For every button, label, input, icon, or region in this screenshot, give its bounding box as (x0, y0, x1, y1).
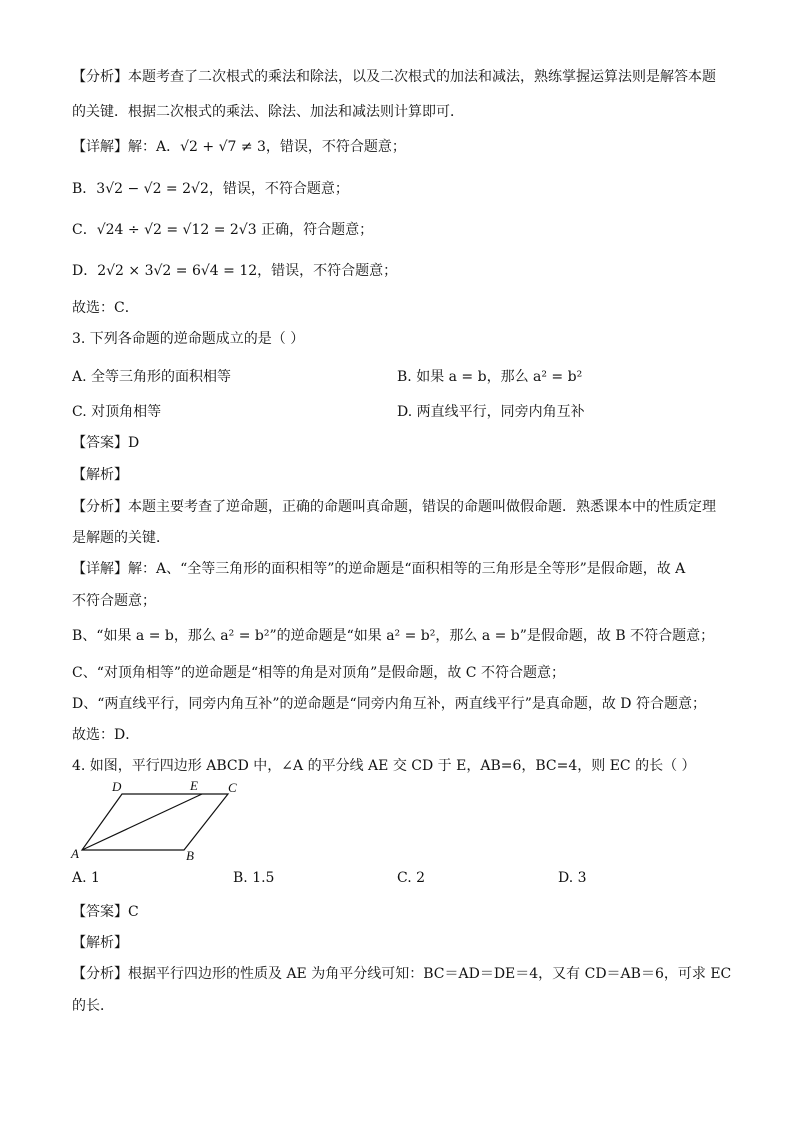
q2-detail-c: C．√24 ÷ √2 = √12 = 2√3 正确，符合题意； (72, 222, 374, 238)
q3-detail-a-line2: 不符合题意； (72, 593, 156, 609)
q3-detail-b: B、“如果 a = b，那么 a² = b²”的逆命题是“如果 a² = b²，那么 a = b”是假命题，故 B 不符合题意； (72, 628, 715, 644)
q3-option-c: C. 对顶角相等 (72, 404, 162, 420)
q4-analysis-line2: 的长． (72, 998, 114, 1014)
q4-option-c: C. 2 (397, 870, 426, 886)
q2-analysis-line2: 的关键．根据二次根式的乘法、除法、加法和减法则计算即可． (72, 104, 464, 120)
label-e: E (190, 778, 198, 793)
q4-explanation-heading: 【解析】 (72, 935, 128, 951)
q3-option-a: A. 全等三角形的面积相等 (72, 369, 232, 385)
q3-explanation-heading: 【解析】 (72, 467, 128, 483)
q2-analysis-line1: 【分析】本题考查了二次根式的乘法和除法，以及二次根式的加法和减法，熟练掌握运算法则是解答本题 (72, 69, 716, 85)
q2-detail-b: B．3√2 − √2 = 2√2，错误，不符合题意； (72, 181, 349, 197)
q3-detail-d: D、“两直线平行，同旁内角互补”的逆命题是“同旁内角互补，两直线平行”是真命题，故 D 符合题意； (72, 696, 706, 712)
label-d: D (112, 779, 122, 794)
q3-analysis-line2: 是解题的关键． (72, 530, 170, 546)
label-a: A (71, 846, 79, 861)
q3-detail-a-line1: 【详解】解：A、“全等三角形的面积相等”的逆命题是“面积相等的三角形是全等形”是假命题，故 A (72, 561, 686, 577)
q2-detail-d: D．2√2 × 3√2 = 6√4 = 12，错误，不符合题意； (72, 263, 398, 279)
q3-option-b: B. 如果 a = b，那么 a² = b² (397, 369, 583, 385)
q4-option-b: B. 1.5 (233, 870, 275, 886)
q3-option-d: D. 两直线平行，同旁内角互补 (397, 404, 585, 420)
q2-detail-a: 【详解】解：A．√2 + √7 ≠ 3，错误，不符合题意； (72, 139, 406, 155)
q4-answer: 【答案】C (72, 904, 139, 920)
q2-choice: 故选：C． (72, 300, 139, 316)
q4-analysis-line1: 【分析】根据平行四边形的性质及 AE 为角平分线可知：BC＝AD＝DE＝4，又有 CD＝AB＝6，可求 EC (72, 966, 732, 982)
q3-choice: 故选：D． (72, 727, 140, 743)
q3-analysis-line1: 【分析】本题主要考查了逆命题，正确的命题叫真命题，错误的命题叫做假命题．熟悉课本中的性质定理 (72, 499, 716, 515)
parallelogram-figure (70, 778, 250, 864)
q4-question: 4. 如图，平行四边形 ABCD 中，∠A 的平分线 AE 交 CD 于 E，AB=6，BC=4，则 EC 的长（ ） (72, 758, 696, 774)
label-b: B (186, 848, 194, 863)
q4-option-d: D. 3 (558, 870, 587, 886)
q3-detail-c: C、“对顶角相等”的逆命题是“相等的角是对顶角”是假命题，故 C 不符合题意； (72, 665, 565, 681)
q4-option-a: A. 1 (72, 870, 100, 886)
q3-answer: 【答案】D (72, 435, 140, 451)
label-c: C (228, 780, 237, 795)
q3-question: 3. 下列各命题的逆命题成立的是（ ） (72, 331, 305, 347)
